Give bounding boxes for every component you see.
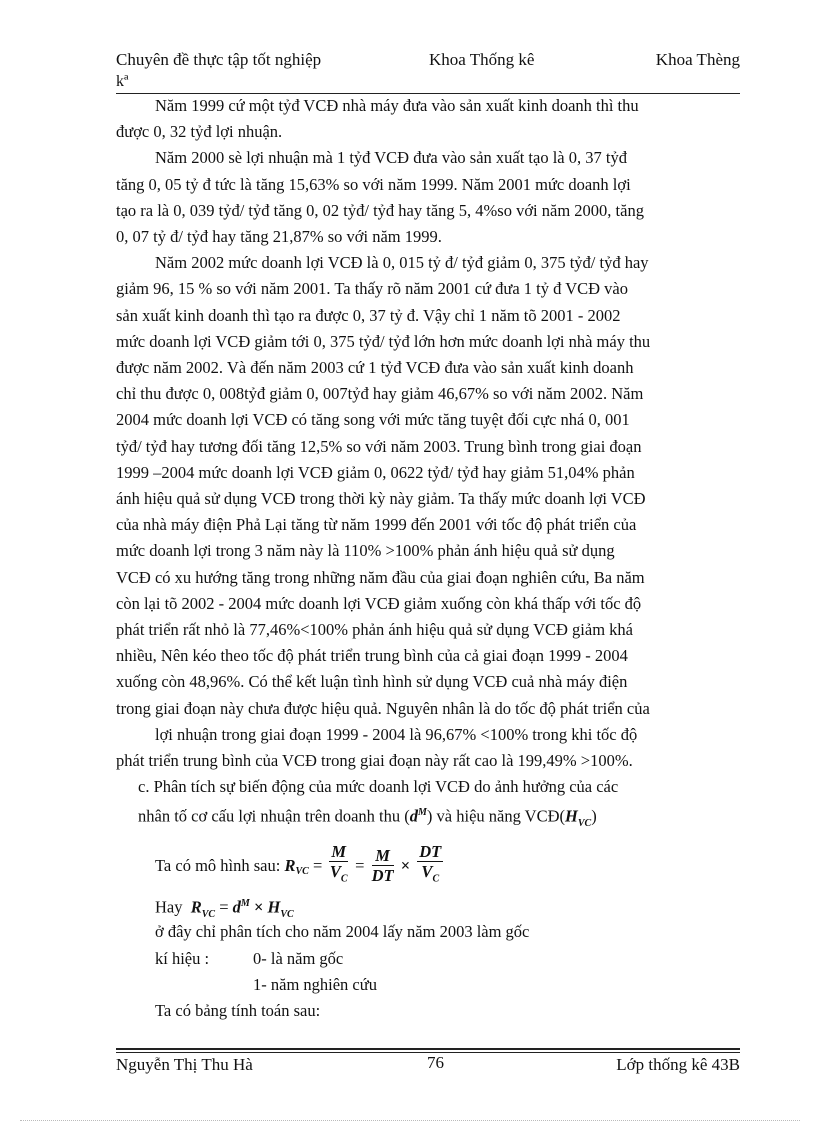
footer-author: Nguyễn Thị Thu Hà <box>116 1055 253 1074</box>
text-line: Năm 2000 sè lợi nhuận mà 1 tỷđ VCĐ đưa vào sản xuất tạo là 0, 37 tỷđ <box>155 148 627 168</box>
equals-sign: = <box>355 856 365 876</box>
symbol-legend <box>116 946 740 972</box>
symbol-h: H <box>565 806 578 826</box>
equals-sign: = <box>312 856 323 876</box>
fraction-numerator: M <box>372 847 394 866</box>
text-line: tỷđ/ tỷđ hay tương đối tăng 12,5% so với năm 2003. Trung bình trong giai đoạn <box>116 436 642 456</box>
text-line: VCĐ có xu hướng tăng trong những năm đầu của giai đoạn nghiên cứu, Ba năm <box>116 567 645 587</box>
paragraph-3 <box>116 250 740 722</box>
text-line: lợi nhuận trong giai đoạn 1999 - 2004 là 96,67% <100% trong khi tốc độ <box>155 724 638 744</box>
symbol-d-sup: M <box>418 807 427 819</box>
symbol-r: R <box>190 897 202 917</box>
fraction-m-over-dt <box>372 847 394 886</box>
text-line: 1999 –2004 mức doanh lợi VCĐ giảm 0, 0622 tỷđ/ tỷđ hay giảm 51,04% phản <box>116 462 635 482</box>
symbol-legend-key: kí hiệu : <box>155 948 210 968</box>
text-line: xuống còn 48,96%. Có thể kết luận tình hình sử dụng VCĐ cuả nhà máy điện <box>116 672 628 692</box>
symbol-h: H <box>267 897 281 917</box>
fraction-numerator: M <box>331 842 347 862</box>
text-line: sản xuất kinh doanh thì tạo ra được 0, 37 tỷ đ. Vậy chỉ 1 năm tõ 2001 - 2002 <box>116 305 621 325</box>
paragraph-2 <box>116 145 740 250</box>
text-fragment: nhân tố cơ cấu lợi nhuận trên doanh thu ( <box>138 806 410 826</box>
text-line: tăng 0, 05 tỷ đ tức là tăng 15,63% so với năm 1999. Năm 2001 mức doanh lợi <box>116 174 631 194</box>
page-bottom-border <box>20 1120 800 1121</box>
text-line: được năm 2002. Và đến năm 2003 cứ 1 tỷđ VCĐ đưa vào sản xuất kinh doanh <box>116 358 634 378</box>
body-text <box>116 93 740 1024</box>
text-line: giảm 96, 15 % so với năm 2001. Ta thấy rõ năm 2001 cứ đưa 1 tỷ đ VCĐ vào <box>116 279 628 299</box>
symbol-r: R <box>284 856 296 876</box>
text-line: 2004 mức doanh lợi VCĐ có tăng song với mức tăng tuyệt đối cực nhá 0, 001 <box>116 410 630 430</box>
closing-line: Ta có bảng tính toán sau: <box>155 1001 321 1021</box>
text-line: Năm 2002 mức doanh lợi VCĐ là 0, 015 tỷ đ/ tỷđ giảm 0, 375 tỷđ/ tỷđ hay <box>155 253 649 273</box>
text-line: chỉ thu được 0, 008tỷđ giảm 0, 007tỷđ hay giảm 46,67% so với năm 2002. Năm <box>116 384 644 404</box>
symbol-h-sub: VC <box>577 818 592 830</box>
text-line: Năm 1999 cứ một tỷđ VCĐ nhà máy đưa vào sản xuất kinh doanh thì thu <box>155 96 639 115</box>
footer-class: Lớp thống kê 43B <box>616 1055 740 1074</box>
symbol-legend-item-0: 0- là năm gốc <box>253 948 344 968</box>
fraction-numerator: DT <box>419 842 442 862</box>
fraction-denominator <box>329 862 348 889</box>
note-line: ở đây chỉ phân tích cho năm 2004 lấy năm 2003 làm gốc <box>155 922 530 942</box>
formula-product <box>116 889 740 919</box>
fraction-denominator <box>417 862 443 889</box>
header-center: Khoa Thống kê <box>429 50 535 69</box>
text-line: của nhà máy điện Phả Lại tăng từ năm 1999 đến 2001 với tốc độ phát triển của <box>116 515 637 535</box>
footer-rule <box>116 1048 740 1050</box>
text-line: c. Phân tích sự biến động của mức doanh lợi VCĐ do ảnh hưởng của các <box>138 777 619 797</box>
symbol-d: d <box>232 897 241 917</box>
text-line: được 0, 32 tỷđ lợi nhuận. <box>116 122 283 142</box>
text-line: phát triển rất nhỏ là 77,46%<100% phản ánh hiệu quả sử dụng VCĐ giảm khá <box>116 620 633 640</box>
text-line: ánh hiệu quả sử dụng VCĐ trong thời kỳ này giảm. Ta thấy mức doanh lợi VCĐ <box>116 489 646 509</box>
text-line: tạo ra là 0, 039 tỷđ/ tỷđ tăng 0, 02 tỷđ/ tỷđ hay tăng 5, 4%so với năm 2000, tăng <box>116 200 644 220</box>
header-left: Chuyên đề thực tập tốt nghiệp <box>116 50 322 69</box>
symbol-v-sub: C <box>432 873 440 885</box>
symbol-legend-item-1: 1- năm nghiên cứu <box>253 974 377 994</box>
symbol-r-sub: VC <box>201 909 216 921</box>
times-sign: × <box>400 856 411 876</box>
symbol-r-sub: VC <box>295 866 309 878</box>
text-line: phát triển trung bình của VCĐ trong giai đoạn này rất cao là 199,49% >100%. <box>116 751 633 771</box>
equals-sign: = <box>219 897 229 917</box>
section-c <box>116 774 740 837</box>
text-line: 0, 07 tỷ đ/ tỷđ hay tăng 21,87% so với năm 1999. <box>116 227 442 247</box>
paragraph-1 <box>116 93 740 145</box>
symbol-d-sup: M <box>240 898 250 910</box>
paragraph-4 <box>116 722 740 774</box>
formula-lead: Hay <box>155 897 183 917</box>
symbol-v: $\overline{V}$ <box>421 862 433 882</box>
header-right: Khoa Thèng <box>655 50 740 69</box>
times-sign: × <box>253 897 264 917</box>
text-line: mức doanh lợi VCĐ giảm tới 0, 375 tỷđ/ tỷđ lớn hơn mức doanh lợi nhà máy thu <box>116 331 651 351</box>
symbol-v-sub: C <box>340 873 348 885</box>
text-line: còn lại tõ 2002 - 2004 mức doanh lợi VCĐ giảm xuống còn khá thấp với tốc độ <box>116 593 642 613</box>
symbol-h-sub: VC <box>280 909 294 921</box>
fraction-m-over-vc <box>329 843 348 889</box>
text-line: nhiều, Nên kéo theo tốc độ phát triển trung bình của cả giai đoạn 1999 - 2004 <box>116 646 628 666</box>
text-line: mức doanh lợi trong 3 năm này là 110% >100% phản ánh hiệu quả sử dụng <box>116 541 615 561</box>
header-left-continuation: kª <box>116 73 129 90</box>
formula-lead: Ta có mô hình sau: <box>155 856 281 876</box>
symbol-v: $\overline{V}$ <box>329 862 341 882</box>
text-line: trong giai đoạn này chưa được hiệu quả. Nguyên nhân là do tốc độ phát triển của <box>116 698 650 718</box>
text-fragment: ) <box>591 806 597 826</box>
text-fragment: ) và hiệu năng VCĐ( <box>426 806 566 826</box>
page-number: 76 <box>427 1053 444 1072</box>
text-line <box>138 800 740 837</box>
symbol-d: d <box>409 806 419 826</box>
formula-model <box>116 837 740 889</box>
fraction-dt-over-vc <box>417 843 443 889</box>
fraction-denominator: DT <box>371 866 394 886</box>
